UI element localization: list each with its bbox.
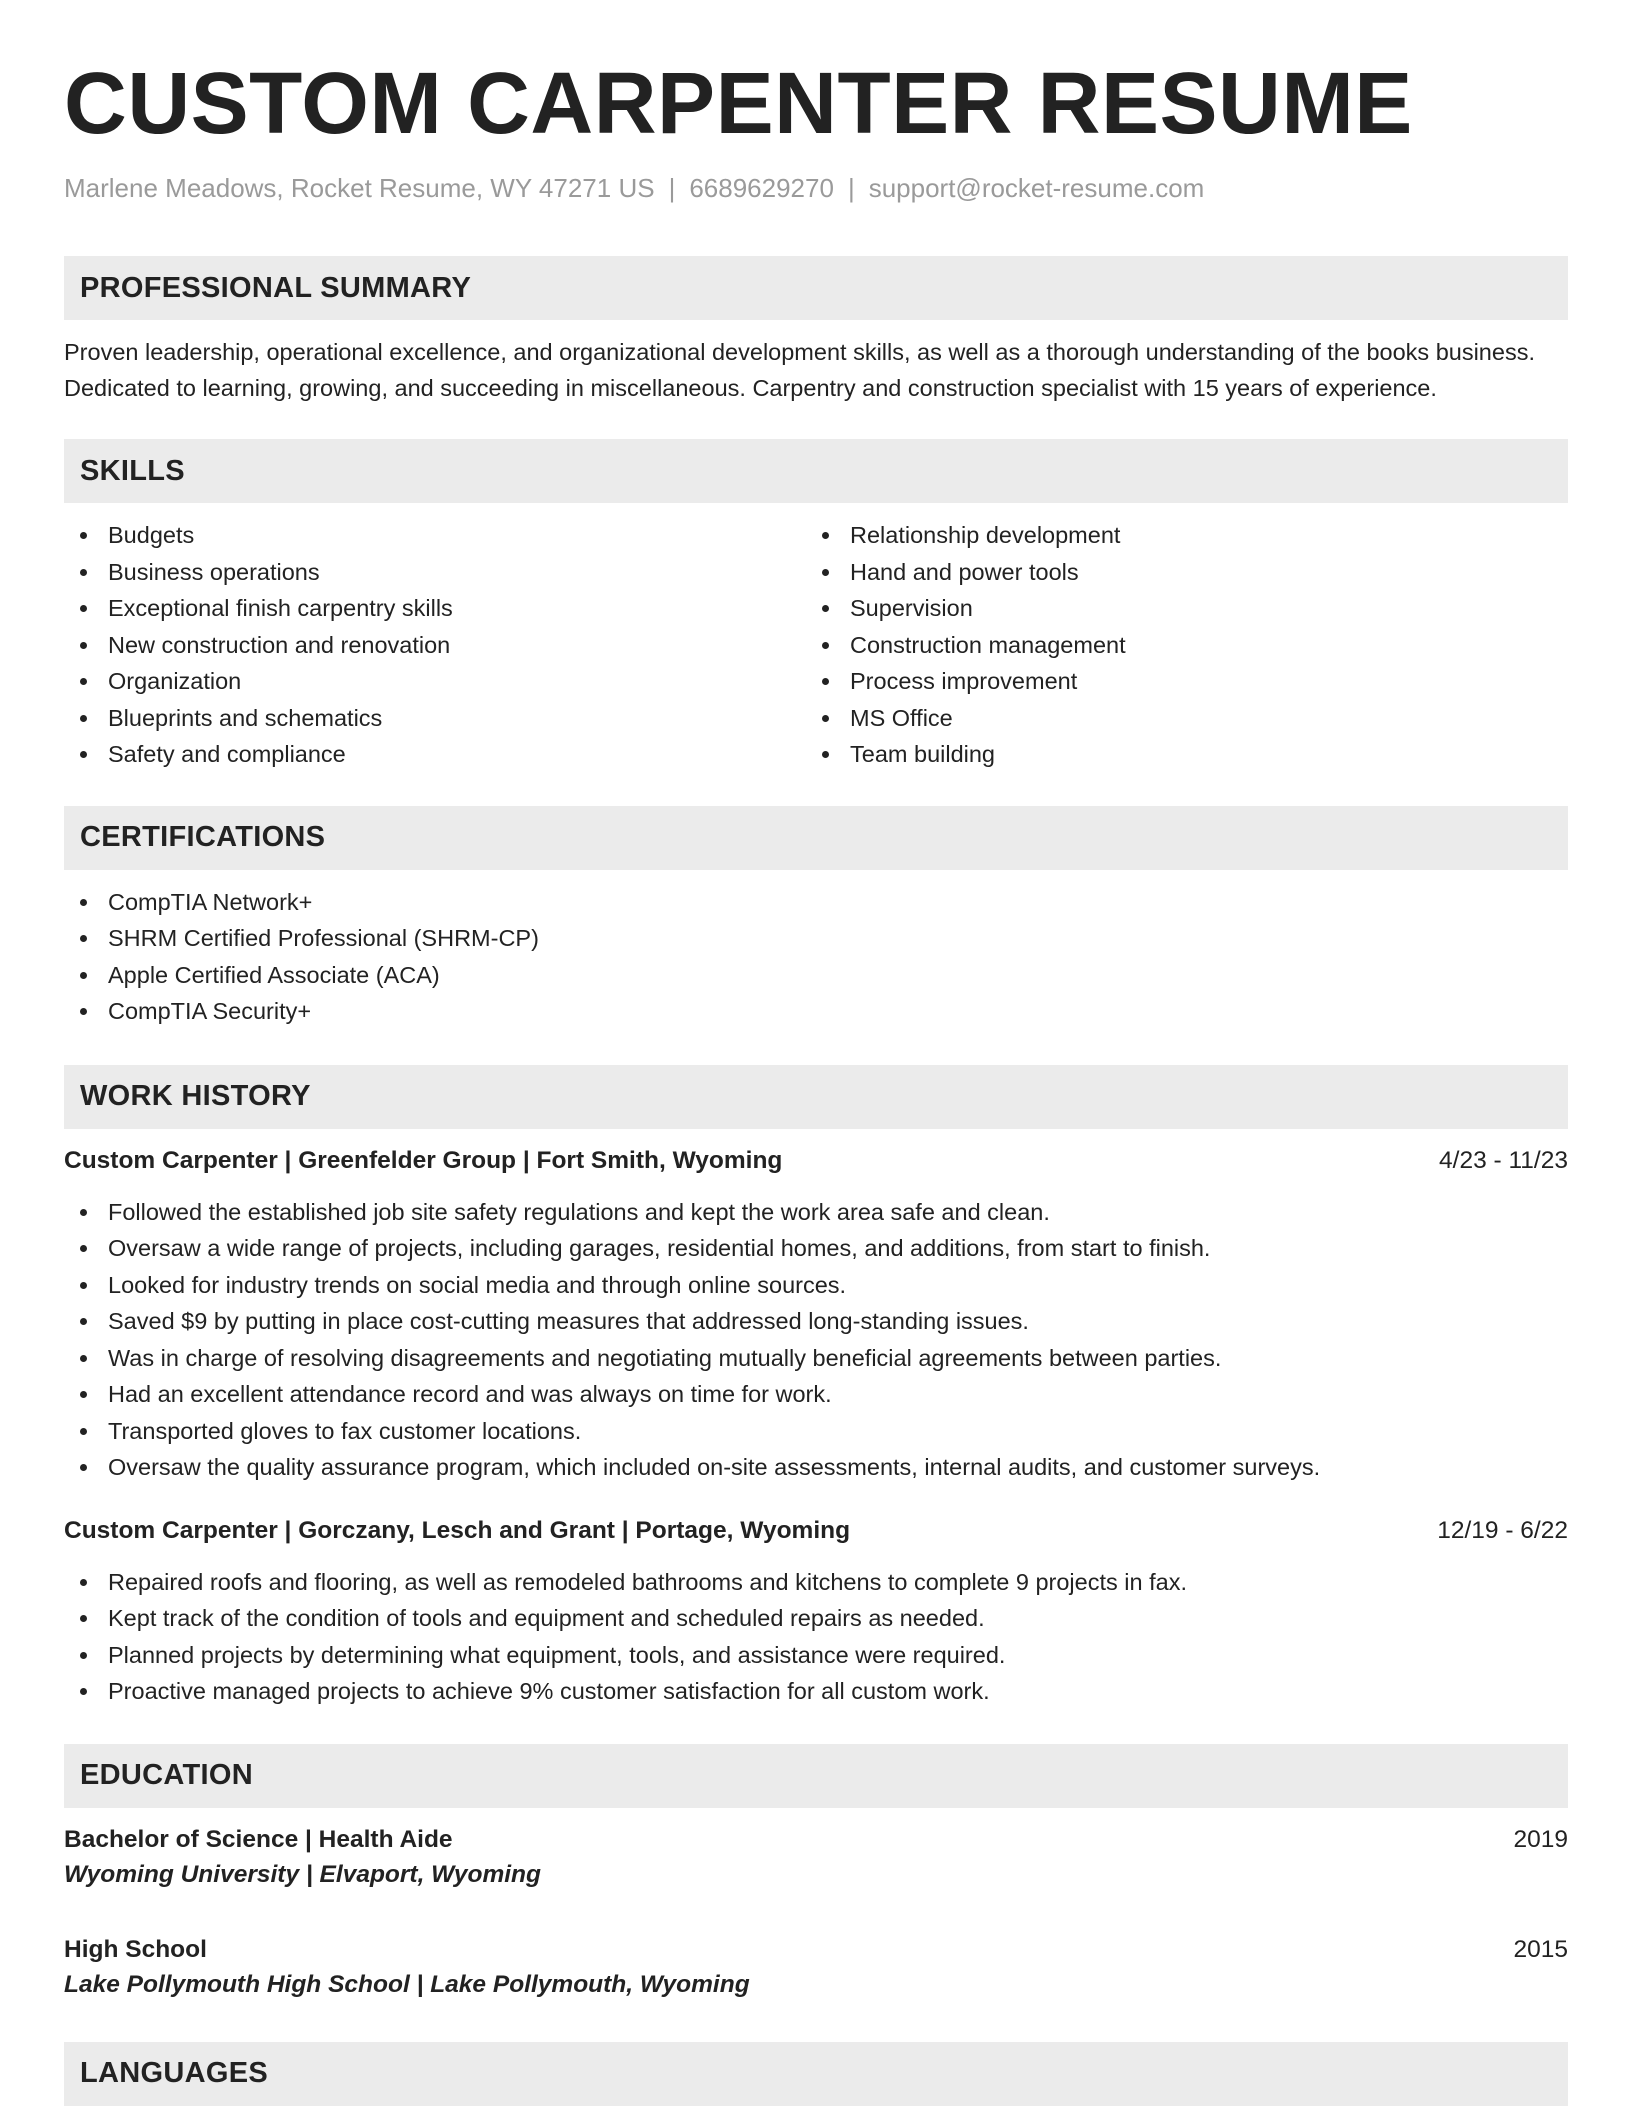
list-item: SHRM Certified Professional (SHRM-CP) (64, 920, 1568, 957)
education-school: Lake Pollymouth High School | Lake Pollymouth, Wyoming (64, 1970, 750, 1998)
list-item: Followed the established job site safety regulations and kept the work area safe and clean. (64, 1194, 1568, 1231)
section-heading-work-history: WORK HISTORY (64, 1065, 1568, 1129)
resume-page (64, 54, 1568, 2106)
skills-list (64, 517, 1568, 773)
list-item: Exceptional finish carpentry skills (64, 590, 806, 627)
list-item: Oversaw the quality assurance program, which included on-site assessments, internal audits, and customer surveys. (64, 1449, 1568, 1486)
list-item: Oversaw a wide range of projects, including garages, residential homes, and additions, from start to finish. (64, 1230, 1568, 1267)
job-dates: 4/23 - 11/23 (1439, 1146, 1568, 1174)
job-duties-list (64, 1564, 1568, 1710)
education-header (64, 1823, 1568, 1857)
list-item: Supervision (806, 590, 1548, 627)
list-item: Process improvement (806, 663, 1548, 700)
list-item: Budgets (64, 517, 806, 554)
list-item: Relationship development (806, 517, 1548, 554)
education-year: 2015 (1513, 1935, 1568, 1963)
list-item: MS Office (806, 700, 1548, 737)
section-heading-education: EDUCATION (64, 1744, 1568, 1808)
list-item: Apple Certified Associate (ACA) (64, 957, 1568, 994)
list-item: Safety and compliance (64, 736, 806, 773)
list-item: Had an excellent attendance record and was always on time for work. (64, 1376, 1568, 1413)
list-item: Team building (806, 736, 1548, 773)
list-item: Hand and power tools (806, 554, 1548, 591)
list-item: Construction management (806, 627, 1548, 664)
job-entry (64, 1144, 1568, 1486)
list-item: Transported gloves to fax customer locations. (64, 1413, 1568, 1450)
education-school: Wyoming University | Elvaport, Wyoming (64, 1860, 541, 1888)
list-item: New construction and renovation (64, 627, 806, 664)
contact-separator: | (847, 173, 855, 203)
list-item: Repaired roofs and flooring, as well as remodeled bathrooms and kitchens to complete 9 projects in fax. (64, 1564, 1568, 1601)
skills-column-left (64, 517, 806, 773)
job-header (64, 1144, 1568, 1178)
job-title: Custom Carpenter | Greenfelder Group | Fort Smith, Wyoming (64, 1146, 783, 1174)
summary-text: Proven leadership, operational excellence, and organizational development skills, as well as a thorough understanding of the books business. Dedicated to learning, growing, and succeeding in miscellaneous. Carpentry and construction specialist with 15 years of experience. (64, 339, 1535, 401)
section-heading-languages: LANGUAGES (64, 2042, 1568, 2106)
list-item: Business operations (64, 554, 806, 591)
job-duties-list (64, 1194, 1568, 1486)
job-dates: 12/19 - 6/22 (1437, 1516, 1568, 1544)
education-year: 2019 (1513, 1825, 1568, 1853)
job-title: Custom Carpenter | Gorczany, Lesch and Grant | Portage, Wyoming (64, 1516, 851, 1544)
section-heading-summary: PROFESSIONAL SUMMARY (64, 256, 1568, 320)
job-entry (64, 1514, 1568, 1710)
job-header (64, 1514, 1568, 1548)
list-item: Looked for industry trends on social media and through online sources. (64, 1267, 1568, 1304)
list-item: Proactive managed projects to achieve 9% customer satisfaction for all custom work. (64, 1673, 1568, 1710)
education-header (64, 1933, 1568, 1967)
contact-email: support@rocket-resume.com (868, 173, 1205, 203)
education-entry (64, 1933, 1568, 2003)
section-heading-skills: SKILLS (64, 439, 1568, 503)
skills-column-right (806, 517, 1548, 773)
list-item: Saved $9 by putting in place cost-cutting measures that addressed long-standing issues. (64, 1303, 1568, 1340)
list-item: Kept track of the condition of tools and equipment and scheduled repairs as needed. (64, 1600, 1568, 1637)
contact-line (64, 171, 1568, 205)
education-degree: Bachelor of Science | Health Aide (64, 1825, 453, 1853)
contact-address: Marlene Meadows, Rocket Resume, WY 47271 US (64, 173, 655, 203)
resume-title: CUSTOM CARPENTER RESUME (64, 55, 1413, 152)
list-item: CompTIA Security+ (64, 993, 1568, 1030)
list-item: Was in charge of resolving disagreements and negotiating mutually beneficial agreements between parties. (64, 1340, 1568, 1377)
education-degree: High School (64, 1935, 207, 1963)
contact-phone: 6689629270 (689, 173, 834, 203)
list-item: Blueprints and schematics (64, 700, 806, 737)
list-item: Planned projects by determining what equipment, tools, and assistance were required. (64, 1637, 1568, 1674)
education-entry (64, 1823, 1568, 1893)
list-item: CompTIA Network+ (64, 884, 1568, 921)
contact-separator: | (668, 173, 676, 203)
section-heading-certifications: CERTIFICATIONS (64, 806, 1568, 870)
certifications-list (64, 884, 1568, 1030)
list-item: Organization (64, 663, 806, 700)
